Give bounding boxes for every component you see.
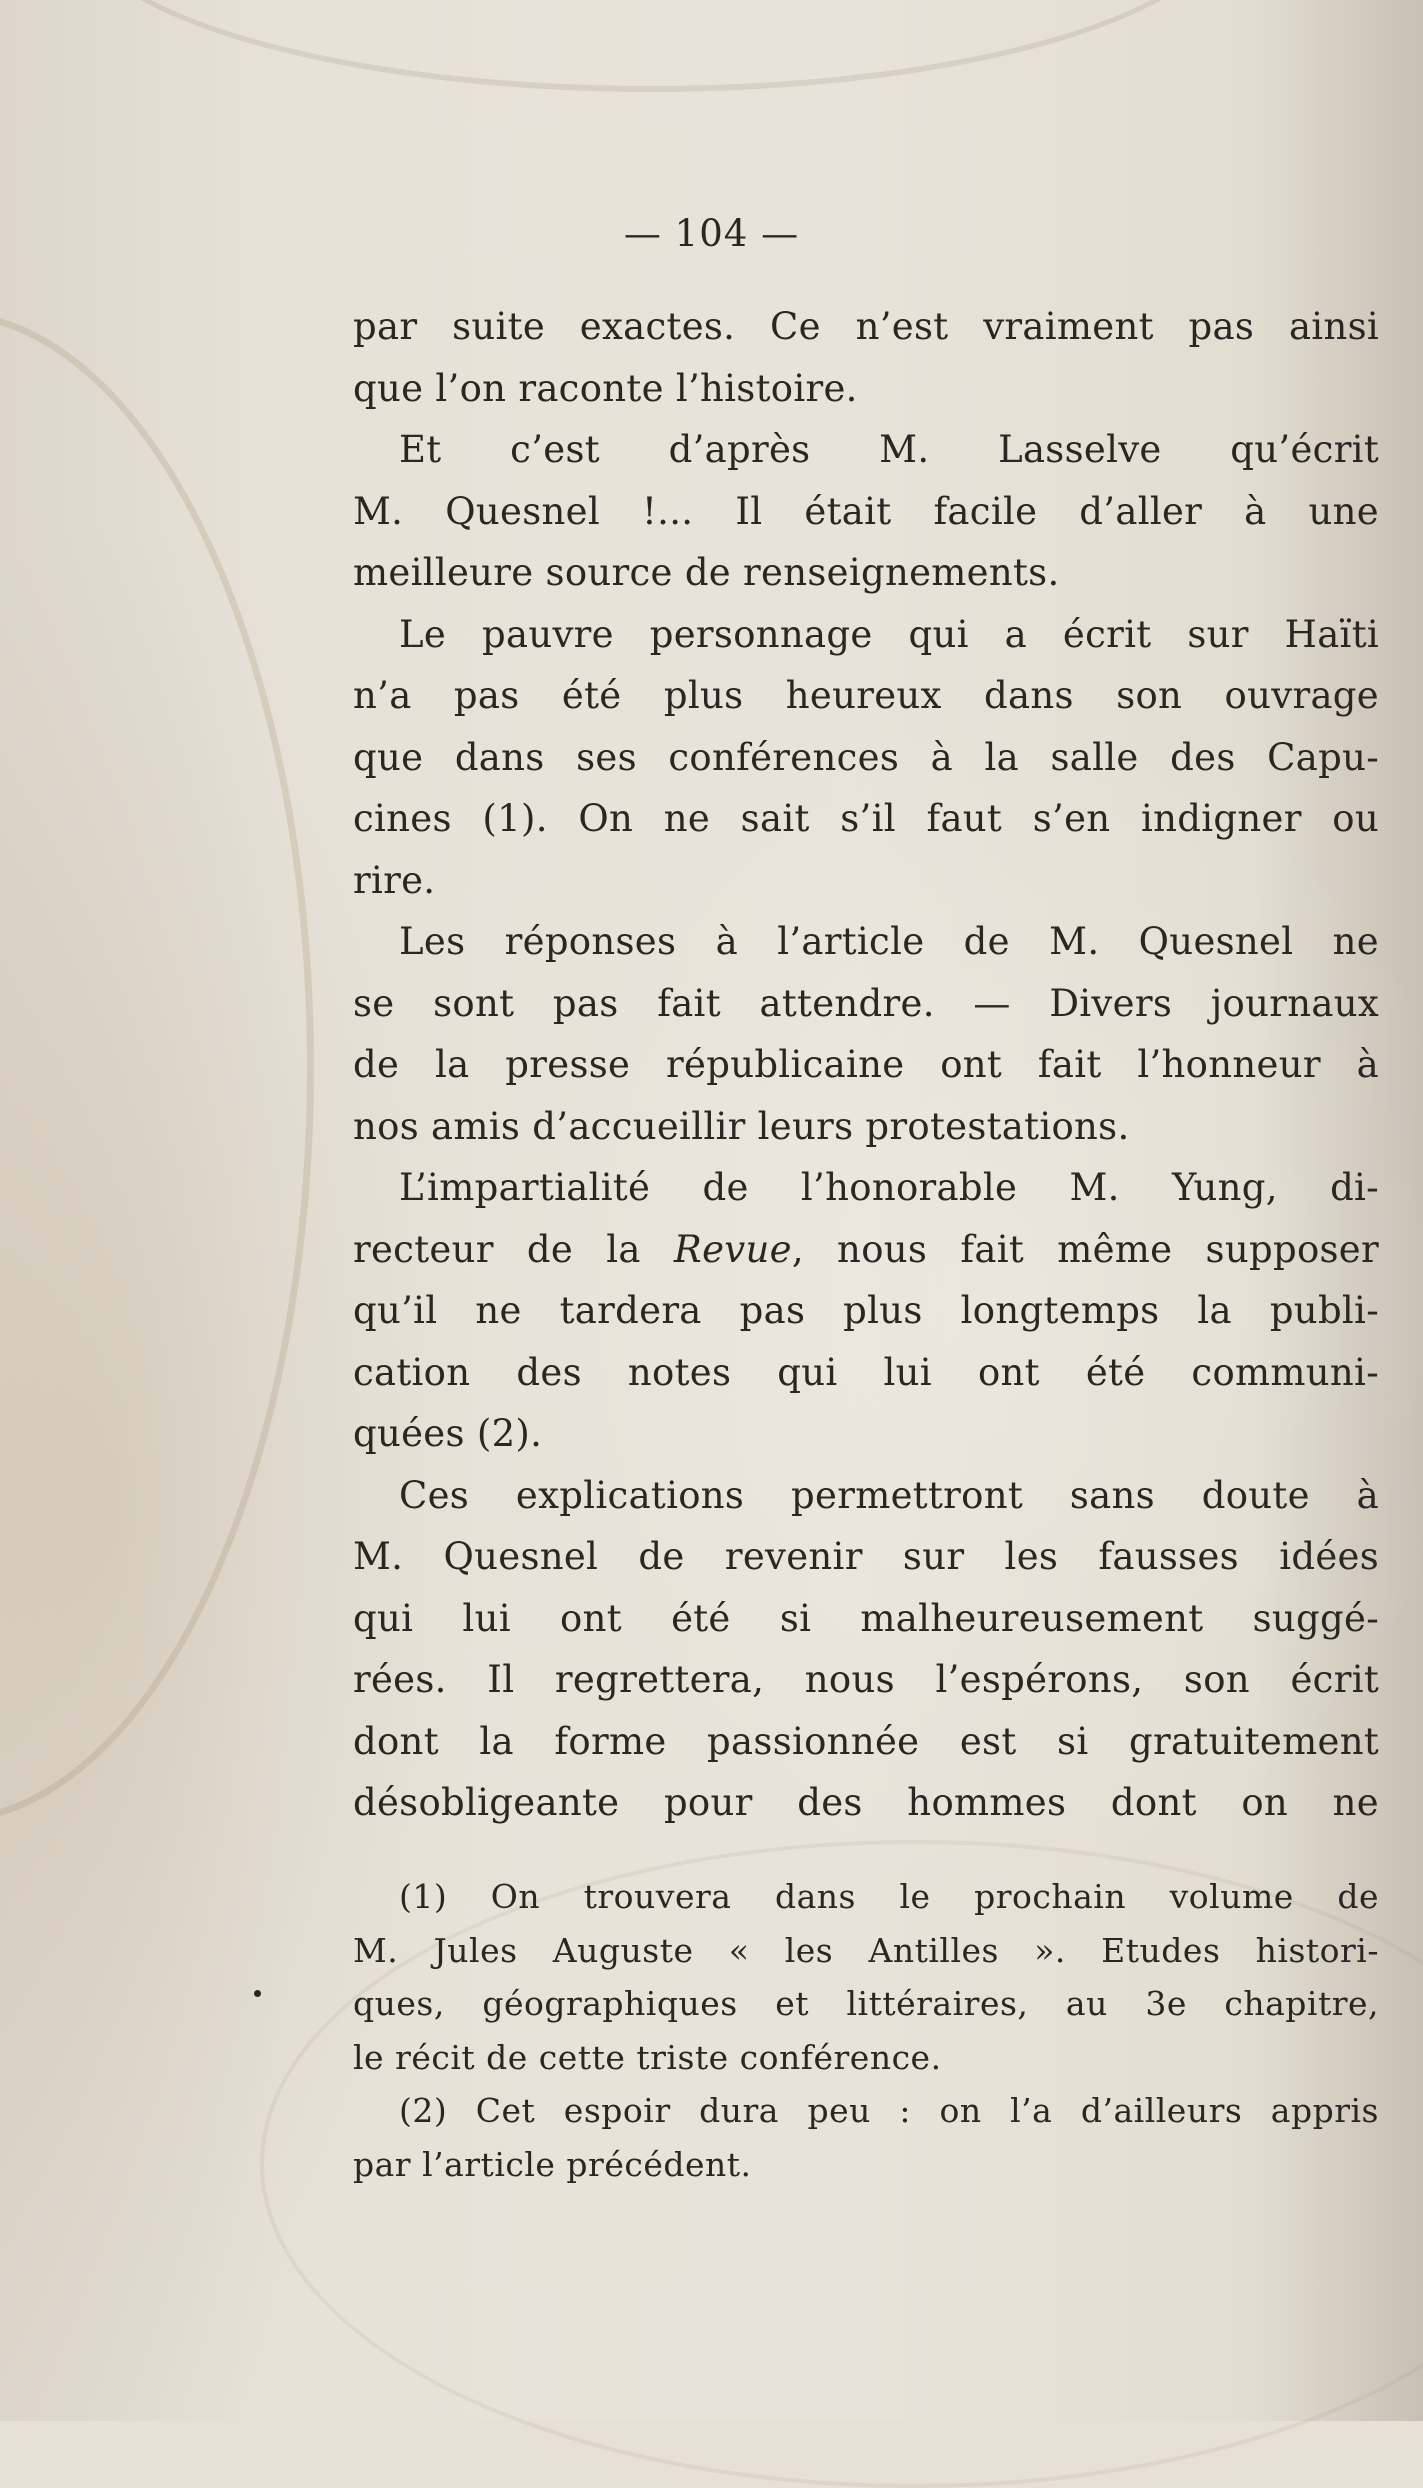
page-number: — 104 — xyxy=(623,212,800,255)
text-line: dont la forme passionnée est si gratuitement xyxy=(353,1719,1379,1763)
text-line: qu’il ne tardera pas plus longtemps la publi- xyxy=(353,1289,1379,1332)
text-line: que l’on raconte l’histoire. xyxy=(353,366,858,410)
text-line: M. Quesnel !... Il était facile d’aller à une xyxy=(353,489,1379,533)
text-line: par suite exactes. Ce n’est vraiment pas ainsi xyxy=(353,305,1379,348)
footnote-line: (2) Cet espoir dura peu : on l’a d’ailleurs appris xyxy=(399,2091,1379,2130)
margin-mark xyxy=(254,1990,261,1997)
text-line: L’impartialité de l’honorable M. Yung, di- xyxy=(399,1166,1379,1209)
text-line: cation des notes qui lui ont été communi- xyxy=(353,1350,1379,1394)
text-line: qui lui ont été si malheureusement suggé- xyxy=(353,1596,1379,1640)
footnote-line: M. Jules Auguste « les Antilles ». Etudes histori- xyxy=(353,1930,1379,1970)
text-line: que dans ses conférences à la salle des Capu- xyxy=(353,735,1379,779)
footnote-line: ques, géographiques et littéraires, au 3e chapitre, xyxy=(353,1984,1379,2023)
text-line: rées. Il regrettera, nous l’espérons, son écrit xyxy=(353,1658,1379,1701)
text-line: désobligeante pour des hommes dont on ne xyxy=(353,1781,1379,1824)
text-line: meilleure source de renseignements. xyxy=(353,551,1060,594)
text-line: n’a pas été plus heureux dans son ouvrage xyxy=(353,674,1379,717)
text-line: cines (1). On ne sait s’il faut s’en indigner ou xyxy=(353,797,1379,840)
text-line: Les réponses à l’article de M. Quesnel ne xyxy=(399,920,1379,963)
text-line: quées (2). xyxy=(353,1412,543,1455)
water-stain-top xyxy=(70,0,1232,92)
text-line: rire. xyxy=(353,858,436,902)
text-line: nos amis d’accueillir leurs protestations. xyxy=(353,1104,1130,1148)
water-stain-left xyxy=(0,310,314,1824)
footnote-line: par l’article précédent. xyxy=(353,2144,752,2184)
text-line: Ces explications permettront sans doute à xyxy=(399,1473,1379,1517)
text-line: se sont pas fait attendre. — Divers journaux xyxy=(353,981,1379,1025)
footnotes xyxy=(353,1870,1379,2191)
body-text xyxy=(353,296,1379,1834)
footnote-line: le récit de cette triste conférence. xyxy=(353,2037,942,2077)
text-line: Le pauvre personnage qui a écrit sur Haïti xyxy=(399,612,1379,656)
text-line: M. Quesnel de revenir sur les fausses idées xyxy=(353,1535,1379,1578)
text-line: Et c’est d’après M. Lasselve qu’écrit xyxy=(399,428,1379,471)
footnote-line: (1) On trouvera dans le prochain volume de xyxy=(399,1877,1379,1916)
italic-title: Revue xyxy=(673,1227,792,1271)
text-line xyxy=(353,1219,1379,1281)
text-line-part: recteur de la xyxy=(353,1227,674,1271)
text-line: de la presse républicaine ont fait l’honneur à xyxy=(353,1043,1379,1086)
text-line-part: , nous fait même supposer xyxy=(791,1227,1379,1271)
